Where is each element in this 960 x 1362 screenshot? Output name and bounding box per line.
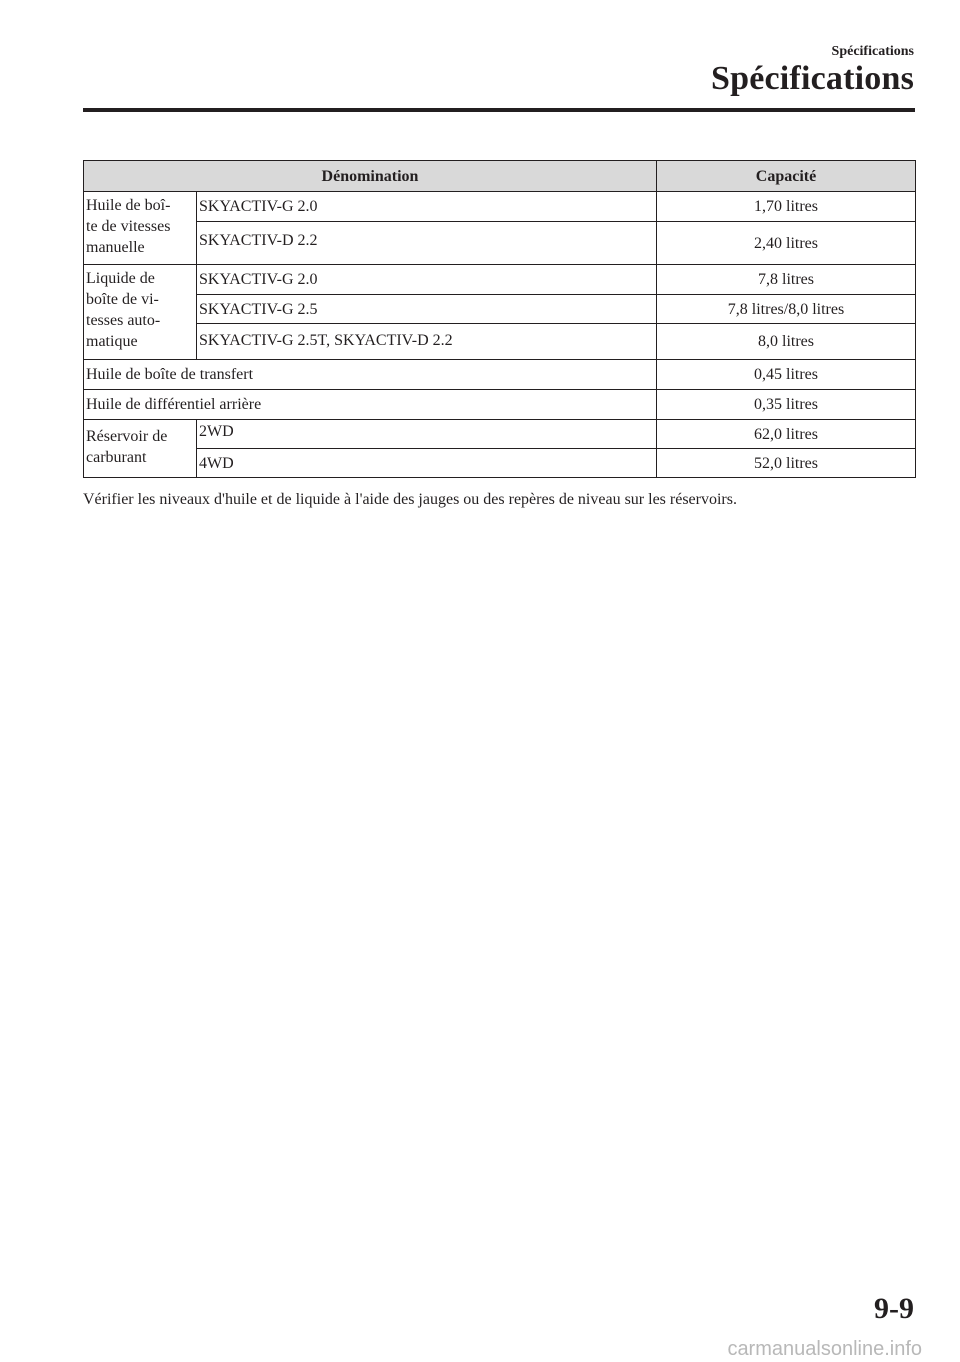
capacity-table <box>83 160 916 478</box>
table-row <box>84 192 916 222</box>
capacity-cell: 52,0 litres <box>657 449 916 478</box>
table-row <box>84 420 916 449</box>
capacity-cell: 1,70 litres <box>657 192 916 222</box>
engine-cell: SKYACTIV-G 2.5 <box>197 295 657 324</box>
capacity-cell: 2,40 litres <box>657 222 916 265</box>
drive-cell: 4WD <box>197 449 657 478</box>
category-fuel-tank: Réservoir de carburant <box>84 420 197 478</box>
engine-cell: SKYACTIV-G 2.5T, SKYACTIV-D 2.2 <box>197 324 657 360</box>
table-row <box>84 265 916 295</box>
table-row <box>84 360 916 390</box>
engine-cell: SKYACTIV-G 2.0 <box>197 192 657 222</box>
capacity-cell: 7,8 litres <box>657 265 916 295</box>
category-rear-diff-oil: Huile de différentiel arrière <box>84 390 657 420</box>
capacity-cell: 7,8 litres/8,0 litres <box>657 295 916 324</box>
capacity-cell: 62,0 litres <box>657 420 916 449</box>
capacity-cell: 0,35 litres <box>657 390 916 420</box>
engine-cell: SKYACTIV-G 2.0 <box>197 265 657 295</box>
watermark: carmanualsonline.info <box>727 1338 922 1360</box>
section-title: Spécifications <box>710 60 914 97</box>
category-auto-trans-fluid: Liquide de boîte de vi- tesses auto- matique <box>84 265 197 360</box>
header-capacity: Capacité <box>657 161 916 192</box>
table-row <box>84 324 916 360</box>
table-row <box>84 390 916 420</box>
drive-cell: 2WD <box>197 420 657 449</box>
header-rule <box>83 108 915 112</box>
page-number: 9-9 <box>874 1292 914 1325</box>
category-manual-gear-oil: Huile de boî- te de vitesses manuelle <box>84 192 197 265</box>
table-header-row <box>84 161 916 192</box>
capacity-cell: 0,45 litres <box>657 360 916 390</box>
note-text: Vérifier les niveaux d'huile et de liquide à l'aide des jauges ou des repères de niveau sur les réservoirs. <box>83 491 737 508</box>
table-row <box>84 449 916 478</box>
capacity-cell: 8,0 litres <box>657 324 916 360</box>
header-denomination: Dénomination <box>84 161 657 192</box>
table-row <box>84 295 916 324</box>
category-transfer-oil: Huile de boîte de transfert <box>84 360 657 390</box>
running-header: Spécifications <box>831 44 914 59</box>
engine-cell: SKYACTIV-D 2.2 <box>197 222 657 265</box>
table-row <box>84 222 916 265</box>
